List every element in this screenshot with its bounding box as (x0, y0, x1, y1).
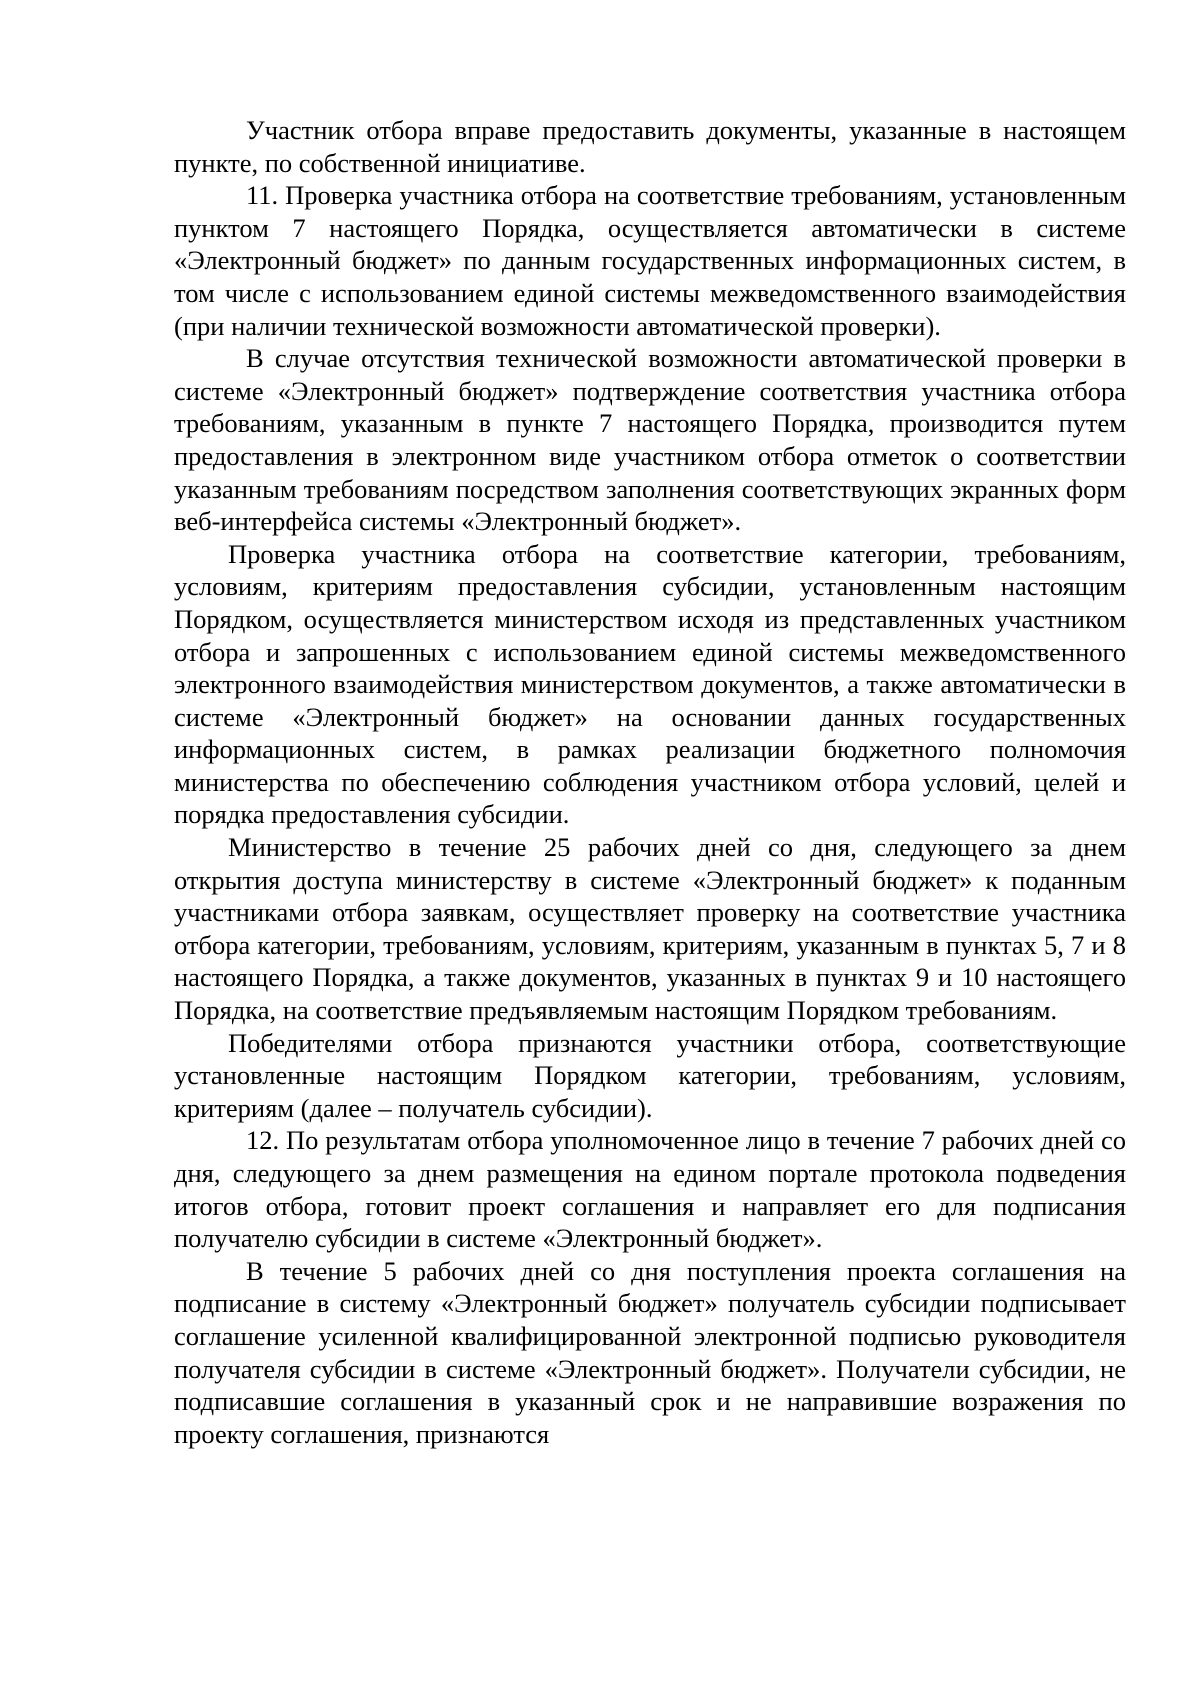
paragraph-7: 12. По результатам отбора уполномоченное лицо в течение 7 рабочих дней со дня, следующего за днем размещения на едином портале протокола подведения итогов отбора, готовит проект соглашения и направляет его для подписания получателю субсидии в системе «Электронный бюджет». (174, 1125, 1126, 1254)
paragraph-5: Министерство в течение 25 рабочих дней со дня, следующего за днем открытия доступа министерству в системе «Электронный бюджет» к поданным участниками отбора заявкам, осуществляет проверку на соответствие участника отбора категории, требованиям, условиям, критериям, указанным в пунктах 5, 7 и 8 настоящего Порядка, а также документов, указанных в пунктах 9 и 10 настоящего Порядка, на соответствие предъявляемым настоящим Порядком требованиям. (174, 832, 1126, 1026)
paragraph-6: Победителями отбора признаются участники отбора, соответствующие установленные настоящим Порядком категории, требованиям, условиям, критериям (далее – получатель субсидии). (174, 1027, 1126, 1123)
paragraph-8: В течение 5 рабочих дней со дня поступления проекта соглашения на подписание в систему «Электронный бюджет» получатель субсидии подписывает соглашение усиленной квалифицированной электронной подписью руководителя получателя субсидии в системе «Электронный бюджет». Получатели субсидии, не подписавшие соглашения в указанный срок и не направившие возражения по проекту соглашения, признаются (174, 1255, 1126, 1449)
paragraph-2: 11. Проверка участника отбора на соответствие требованиям, установленным пунктом 7 настоящего Порядка, осуществляется автоматически в системе «Электронный бюджет» по данным государственных информационных систем, в том числе с использованием единой системы межведомственного взаимодействия (при наличии технической возможности автоматической проверки). (174, 180, 1126, 341)
paragraph-4: Проверка участника отбора на соответствие категории, требованиям, условиям, критериям предоставления субсидии, установленным настоящим Порядком, осуществляется министерством исходя из представленных участником отбора и запрошенных с использованием единой системы межведомственного электронного взаимодействия министерством документов, а также автоматически в системе «Электронный бюджет» на основании данных государственных информационных систем, в рамках реализации бюджетного полномочия министерства по обеспечению соблюдения участником отбора условий, целей и порядка предоставления субсидии. (174, 538, 1126, 830)
document-page (174, 114, 1126, 1450)
paragraph-1: Участник отбора вправе предоставить документы, указанные в настоящем пункте, по собственной инициативе. (174, 115, 1126, 178)
paragraph-3: В случае отсутствия технической возможности автоматической проверки в системе «Электронный бюджет» подтверждение соответствия участника отбора требованиям, указанным в пункте 7 настоящего Порядка, производится путем предоставления в электронном виде участником отбора отметок о соответствии указанным требованиям посредством заполнения соответствующих экранных форм веб-интерфейса системы «Электронный бюджет». (174, 343, 1126, 537)
